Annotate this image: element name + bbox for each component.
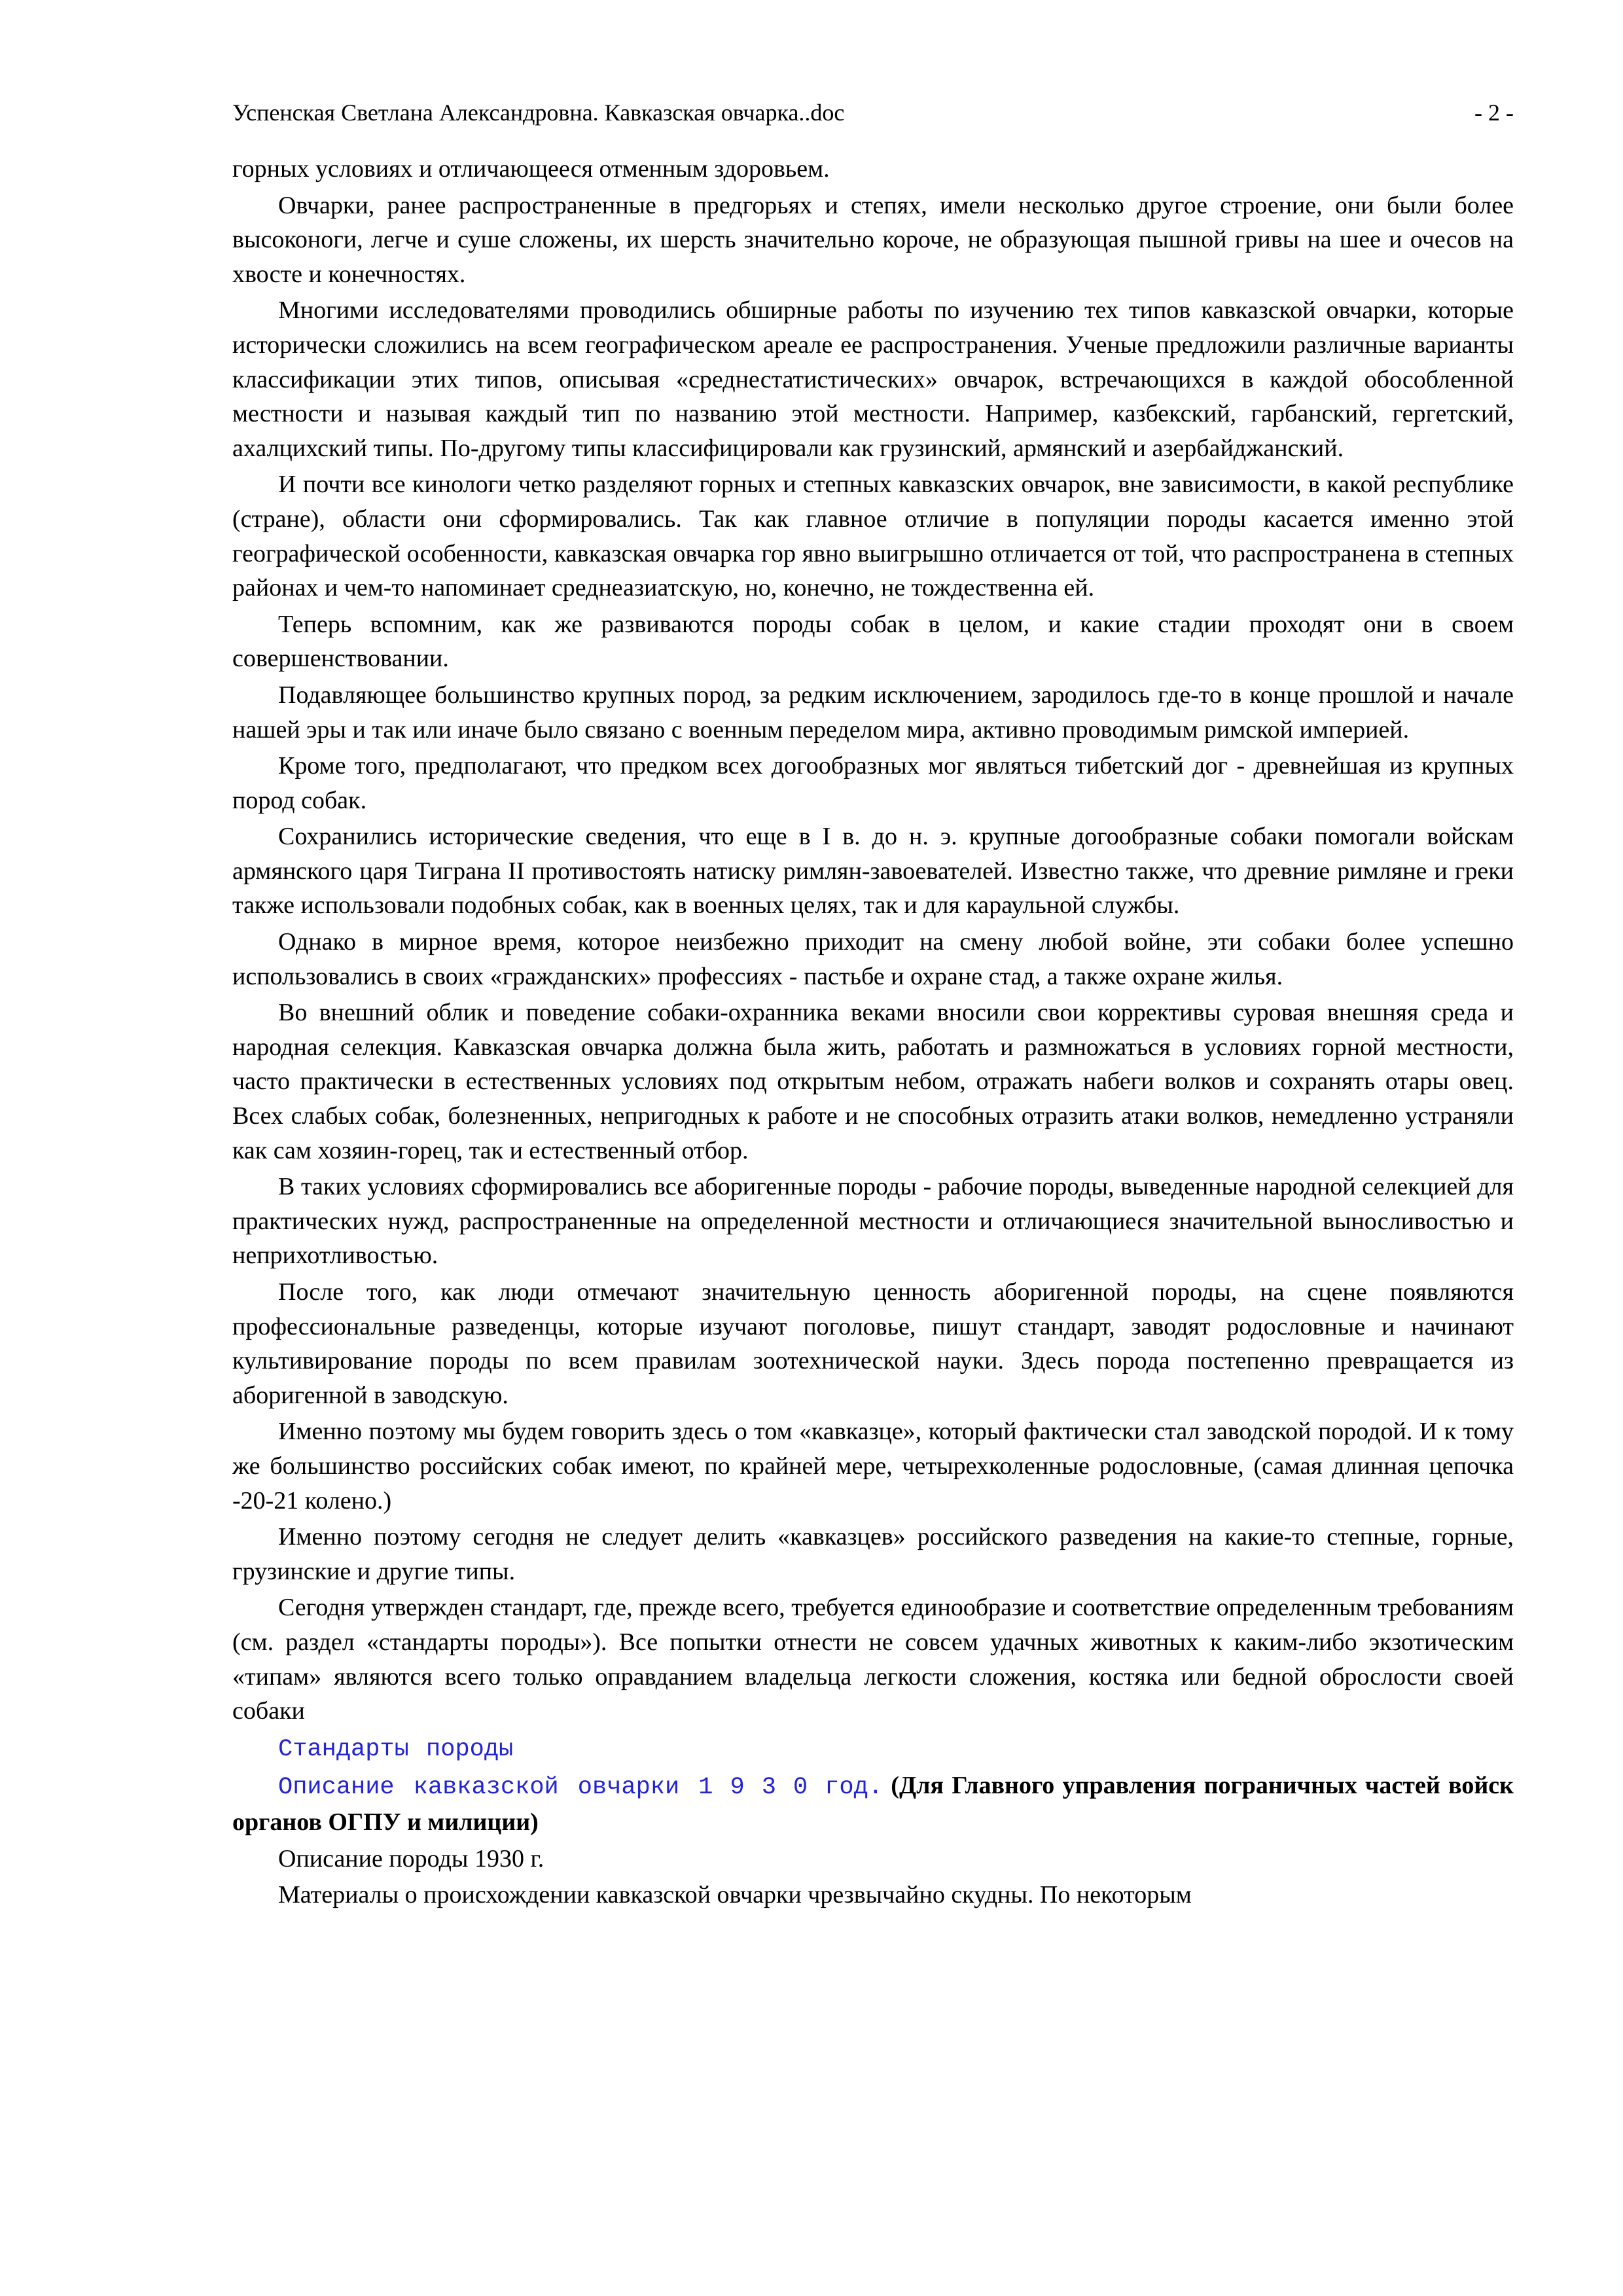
page-header [232,93,1514,132]
toc-entry-standards [232,1731,1514,1767]
document-body [232,152,1514,1914]
toc-entry-description [232,1768,1514,1839]
paragraph: Сохранились исторические сведения, что еще в I в. до н. э. крупные догообразные собаки помогали войскам армянского царя Тиграна II противостоять натиску римлян-завоевателей. Известно также, что древние римляне и греки также использовали подобных собак, как в военных целях, так и для караульной службы. [232,823,1514,920]
standards-link[interactable]: Стандарты породы [278,1735,514,1763]
paragraph: Во внешний облик и поведение собаки-охранника веками вносили свои коррективы суровая внешняя среда и народная селекция. Кавказская овчарка должна была жить, работать и размножаться в условиях горной местности, часто практически в естественных условиях под открытым небом, отражать набеги волков и сохранять отары овец. Всех слабых собак, болезненных, непригодных к работе и не способных отразить атаки волков, немедленно устраняли как сам хозяин-горец, так и естественный отбор. [232,999,1514,1164]
description-link-suffix: год. [825,1774,883,1802]
description-link-year: 1930 [698,1774,825,1802]
paragraph: И почти все кинологи четко разделяют горных и степных кавказских овчарок, вне зависимости, в какой республике (стране), области они сформировались. Так как главное отличие в популяции породы касается именно этой географической особенности, кавказская овчарка гор явно выигрышно отличается от той, что распространена в степных районах и чем-то напоминает среднеазиатскую, но, конечно, не тождественна ей. [232,471,1514,602]
description-link-prefix: Описание кавказской овчарки [278,1774,680,1802]
paragraph: Сегодня утвержден стандарт, где, прежде всего, требуется единообразие и соответствие определенным требованиям (см. раздел «стандарты породы»). Все попытки отнести не совсем удачных животных к каким-либо экзотическим «типам» являются всего только оправданием владельца легкости сложения, костяка или бедной оброслости своей собаки [232,1594,1514,1725]
paragraph: Описание породы 1930 г. [278,1844,544,1873]
paragraph: Именно поэтому мы будем говорить здесь о том «кавказце», который фактически стал заводской породой. И к тому же большинство российских собак имеют, по крайней мере, четырехколенные родословные, (самая длинная цепочка -20-21 колено.) [232,1418,1514,1515]
description-1930-link[interactable] [278,1774,883,1801]
border-guard-note: (Для Главного управления пограничных частей войск органов ОГПУ и милиции) [232,1772,1514,1836]
document-title: Успенская Светлана Александровна. Кавказская овчарка..doc [232,99,845,126]
page-number: - 2 - [1474,99,1514,126]
paragraph: После того, как люди отмечают значительную ценность аборигенной породы, на сцене появляются профессиональные разведенцы, которые изучают поголовье, пишут стандарт, заводят родословные и начинают культивирование породы по всем правилам зоотехнической науки. Здесь порода постепенно превращается из аборигенной в заводскую. [232,1278,1514,1409]
paragraph: Многими исследователями проводились обширные работы по изучению тех типов кавказской овчарки, которые исторически сложились на всем географическом ареале ее распространения. Ученые предложили различные варианты классификации этих типов, описывая «среднестатистических» овчарок, встречающихся в каждой обособленной местности и называя каждый тип по названию этой местности. Например, казбекский, гарбанский, гергетский, ахалцихский типы. По-другому типы классифицировали как грузинский, армянский и азербайджанский. [232,296,1514,462]
paragraph: Овчарки, ранее распространенные в предгорьях и степях, имели несколько другое строение, они были более высоконоги, легче и суше сложены, их шерсть значительно короче, не образующая пышной гривы на шее и очесов на хвосте и конечностях. [232,191,1514,288]
paragraph: Именно поэтому сегодня не следует делить «кавказцев» российского разведения на какие-то степные, горные, грузинские и другие типы. [232,1523,1514,1585]
paragraph: Кроме того, предполагают, что предком всех догообразных мог являться тибетский дог - древнейшая из крупных пород собак. [232,752,1514,814]
paragraph: Однако в мирное время, которое неизбежно приходит на смену любой войне, эти собаки более успешно использовались в своих «гражданских» профессиях - пастьбе и охране стад, а также охране жилья. [232,928,1514,990]
paragraph: горных условиях и отличающееся отменным здоровьем. [232,155,830,183]
paragraph: В таких условиях сформировались все аборигенные породы - рабочие породы, выведенные народной селекцией для практических нужд, распространенные на определенной местности и отличающиеся значительной выносливостью и неприхотливостью. [232,1173,1514,1270]
paragraph: Теперь вспомним, как же развиваются породы собак в целом, и какие стадии проходят они в своем совершенствовании. [232,610,1514,673]
paragraph: Материалы о происхождении кавказской овчарки чрезвычайно скудны. По некоторым [278,1881,1192,1909]
paragraph: Подавляющее большинство крупных пород, за редким исключением, зародилось где-то в конце прошлой и начале нашей эры и так или иначе было связано с военным переделом мира, активно проводимым римской империей. [232,681,1514,744]
